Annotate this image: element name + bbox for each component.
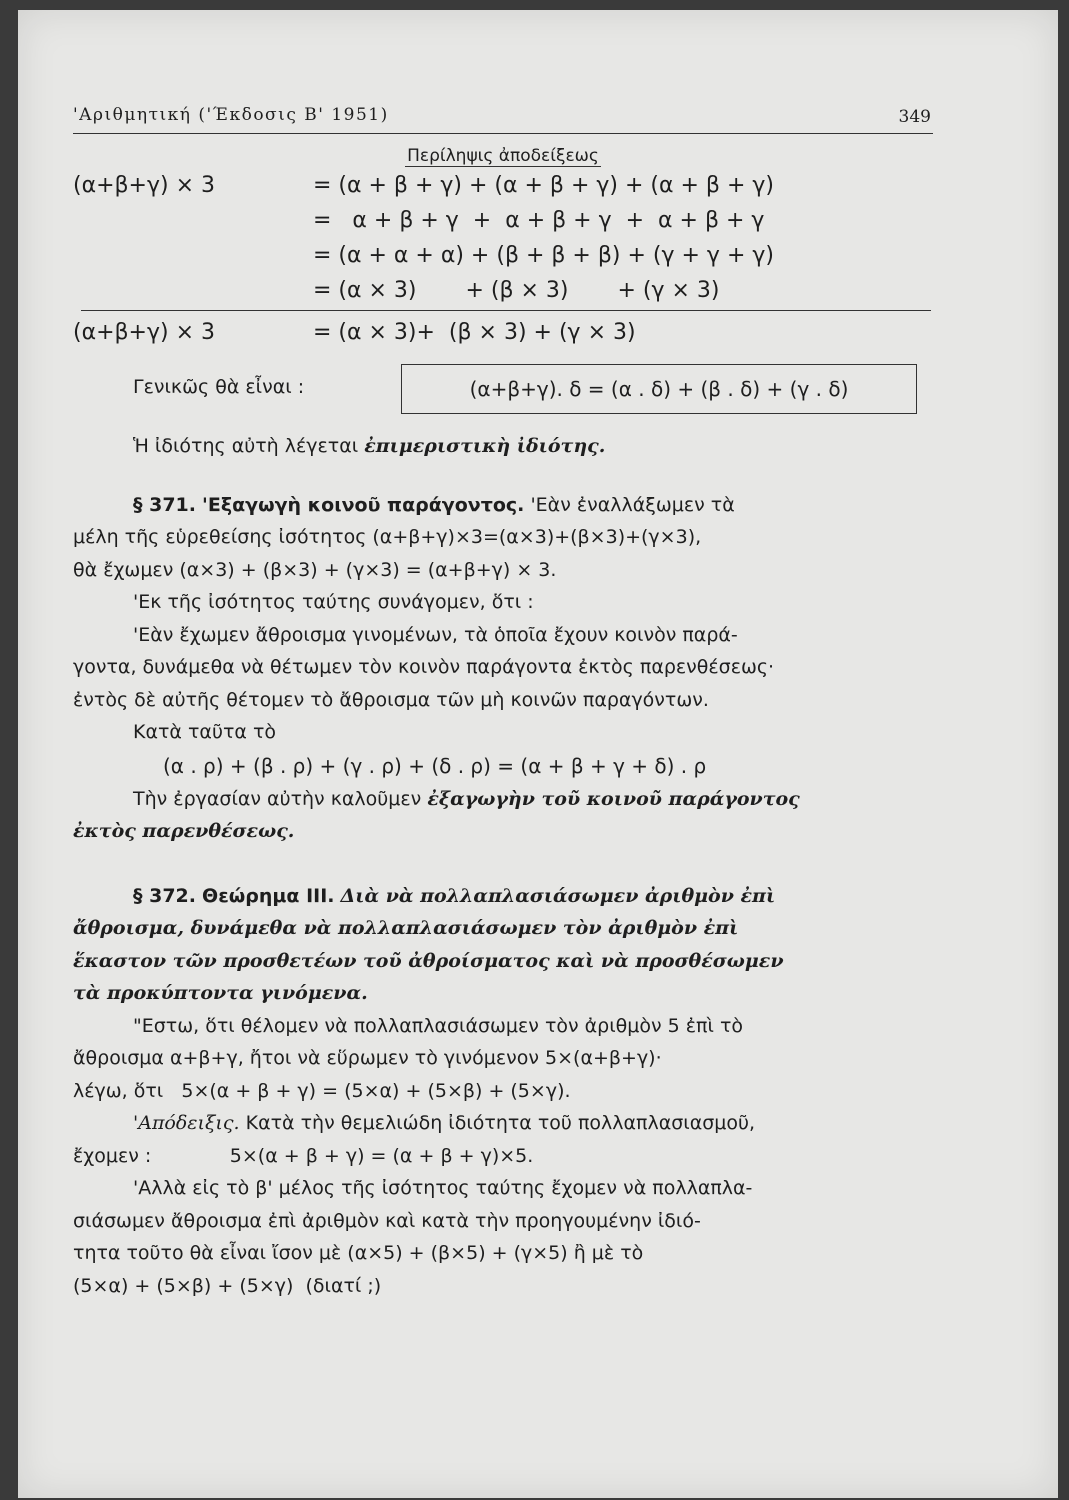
theorem-text: Διὰ νὰ πολλαπλασιάσωμεν ἀριθμὸν ἐπὶ — [340, 884, 776, 907]
text-line: ἔχομεν : 5×(α + β + γ) = (α + β + γ)×5. — [73, 1144, 534, 1167]
section-title: Θεώρημα ΙΙΙ. — [202, 884, 335, 907]
text-line: μέλη τῆς εὑρεθείσης ἰσότητος (α+β+γ)×3=(α×3)+(β×3)+(γ×3), — [73, 526, 702, 548]
italic-term: ἐξαγωγὴν τοῦ κοινοῦ παράγοντος — [427, 787, 800, 810]
proof-summary-title: Περίληψις ἀποδείξεως — [407, 146, 599, 166]
equation-rhs: = (α + β + γ) + (α + β + γ) + (α + β + γ) — [313, 173, 774, 198]
section-title: 'Εξαγωγὴ κοινοῦ παράγοντος. — [202, 493, 525, 516]
result-lhs: (α+β+γ) × 3 — [73, 320, 216, 345]
property-statement: Ἡ ἰδιότης αὐτὴ λέγεται ἐπιμεριστικὴ ἰδιότης. — [133, 435, 606, 457]
equation-rhs: = (α × 3) + (β × 3) + (γ × 3) — [313, 278, 720, 303]
equation-rhs: = α + β + γ + α + β + γ + α + β + γ — [313, 208, 765, 233]
text-line: ἄθροισμα α+β+γ, ἤτοι νὰ εὕρωμεν τὸ γινόμενον 5×(α+β+γ)· — [73, 1047, 662, 1069]
equation-rhs: = (α + α + α) + (β + β + β) + (γ + γ + γ) — [313, 243, 774, 268]
section-372: § 372. Θεώρημα ΙΙΙ. Διὰ νὰ πολλαπλασιάσωμεν ἀριθμὸν ἐπὶ ἄθροισμα, δυνάμεθα νὰ πολλαπλασιάσωμεν τὸν ἀριθμὸν ἐπὶ ἕκαστον τῶν προσθετέων τοῦ ἀθροίσματος καὶ νὰ προσθέσωμεν τὰ προκύπτοντα γινόμενα. "Εστω, ὅτι θέλομεν νὰ πολλαπλασιάσωμεν τὸν ἀριθμὸν 5 ἐπὶ τὸ ἄθροισμα α+β+γ, ἤτοι νὰ εὕρωμεν τὸ γινόμενον 5×(α+β+γ)· λέγω, ὅτι 5×(α + β + γ) = (5×α) + (5×β) + (5×γ). 'Απόδειξις. Κατὰ τὴν θεμελιώδη ἰδιότητα τοῦ πολλαπλασιασμοῦ, ἔχομεν : 5×(α + β + γ) = (α + β + γ)×5. 'Αλλὰ εἰς τὸ β' μέλος τῆς ἰσότητος ταύτης ἔχομεν νὰ πολλαπλα- σιάσωμεν ἄθροισμα ἐπὶ ἀριθμὸν καὶ κατὰ τὴν προηγουμένην ἰδιό- τητα τοῦτο θὰ εἶναι ἴσον μὲ (α×5) + (β×5) + (γ×5) ἢ μὲ τὸ (5×α) + (5×β) + (5×γ) (διατί ;) — [73, 880, 933, 1303]
text-line: λέγω, ὅτι 5×(α + β + γ) = (5×α) + (5×β) + (5×γ). — [73, 1079, 571, 1102]
italic-term: ἐκτὸς παρενθέσεως. — [73, 820, 295, 842]
text-line: 'Εὰν ἔχωμεν ἄθροισμα γινομένων, τὰ ὁποῖα ἔχουν κοινὸν παρά- — [133, 623, 738, 646]
running-header — [73, 105, 933, 134]
general-label: Γενικῶς θὰ εἶναι : — [133, 376, 305, 398]
factor-formula: (α . ρ) + (β . ρ) + (γ . ρ) + (δ . ρ) = (α + β + γ + δ) . ρ — [163, 753, 707, 778]
text-line: 'Εκ τῆς ἰσότητος ταύτης συνάγομεν, ὅτι : — [133, 591, 534, 613]
text-line: γοντα, δυνάμεθα νὰ θέτωμεν τὸν κοινὸν παράγοντα ἐκτὸς παρενθέσεως· — [73, 656, 775, 678]
page-content — [73, 105, 933, 1302]
text-line: (5×α) + (5×β) + (5×γ) (διατί ;) — [73, 1274, 382, 1297]
equation-result — [73, 315, 933, 350]
text-line: τητα τοῦτο θὰ εἶναι ἴσον μὲ (α×5) + (β×5) + (γ×5) ἢ μὲ τὸ — [73, 1242, 644, 1264]
equation-row — [73, 238, 933, 273]
result-rhs: = (α × 3)+ (β × 3) + (γ × 3) — [313, 320, 636, 345]
text-line: ἐντὸς δὲ αὐτῆς θέτομεν τὸ ἄθροισμα τῶν μὴ κοινῶν παραγόντων. — [73, 688, 709, 711]
text-line: 'Αλλὰ εἰς τὸ β' μέλος τῆς ἰσότητος ταύτης ἔχομεν νὰ πολλαπλα- — [133, 1177, 753, 1199]
equation-row — [73, 203, 933, 238]
section-number: § 372. — [133, 884, 196, 907]
general-rule — [73, 364, 933, 430]
theorem-text: τὰ προκύπτοντα γινόμενα. — [73, 982, 368, 1004]
equation-row — [73, 168, 933, 203]
section-number: § 371. — [133, 493, 196, 516]
general-formula-box: (α+β+γ). δ = (α . δ) + (β . δ) + (γ . δ) — [401, 364, 917, 414]
text-line: θὰ ἔχωμεν (α×3) + (β×3) + (γ×3) = (α+β+γ) × 3. — [73, 558, 557, 581]
text-line: "Εστω, ὅτι θέλομεν νὰ πολλαπλασιάσωμεν τὸν ἀριθμὸν 5 ἐπὶ τὸ — [133, 1014, 744, 1037]
section-371: § 371. 'Εξαγωγὴ κοινοῦ παράγοντος. 'Εὰν ἐναλλάξωμεν τὰ μέλη τῆς εὑρεθείσης ἰσότητος (α+β+γ)×3=(α×3)+(β×3)+(γ×3), θὰ ἔχωμεν (α×3) + (β×3) + (γ×3) = (α+β+γ) × 3. 'Εκ τῆς ἰσότητος ταύτης συνάγομεν, ὅτι : 'Εὰν ἔχωμεν ἄθροισμα γινομένων, τὰ ὁποῖα ἔχουν κοινὸν παρά- γοντα, δυνάμεθα νὰ θέτωμεν τὸν κοινὸν παράγοντα ἐκτὸς παρενθέσεως· ἐντὸς δὲ αὐτῆς θέτομεν τὸ ἄθροισμα τῶν μὴ κοινῶν παραγόντων. Κατὰ ταῦτα τὸ (α . ρ) + (β . ρ) + (γ . ρ) + (δ . ρ) = (α + β + γ + δ) . ρ Τὴν ἐργασίαν αὐτὴν καλοῦμεν ἐξαγωγὴν τοῦ κοινοῦ παράγοντος ἐκτὸς παρενθέσεως. — [73, 489, 933, 848]
theorem-text: ἕκαστον τῶν προσθετέων τοῦ ἀθροίσματος καὶ νὰ προσθέσωμεν — [73, 949, 784, 972]
equation-lhs: (α+β+γ) × 3 — [73, 173, 216, 198]
text-line: σιάσωμεν ἄθροισμα ἐπὶ ἀριθμὸν καὶ κατὰ τὴν προηγουμένην ἰδιό- — [73, 1209, 701, 1232]
text-line: Κατὰ ταῦτα τὸ — [133, 721, 277, 743]
page-number: 349 — [898, 107, 931, 127]
book-page — [18, 10, 1058, 1498]
equation-divider — [81, 310, 931, 311]
proof-equations — [73, 168, 933, 350]
equation-row — [73, 273, 933, 308]
header-title: 'Αριθμητική ('Έκδοσις Β' 1951) — [73, 105, 389, 125]
proof-label: 'Απόδειξις. — [133, 1112, 240, 1134]
property-term: ἐπιμεριστικὴ ἰδιότης. — [364, 435, 606, 457]
theorem-text: ἄθροισμα, δυνάμεθα νὰ πολλαπλασιάσωμεν τὸν ἀριθμὸν ἐπὶ — [73, 917, 739, 939]
